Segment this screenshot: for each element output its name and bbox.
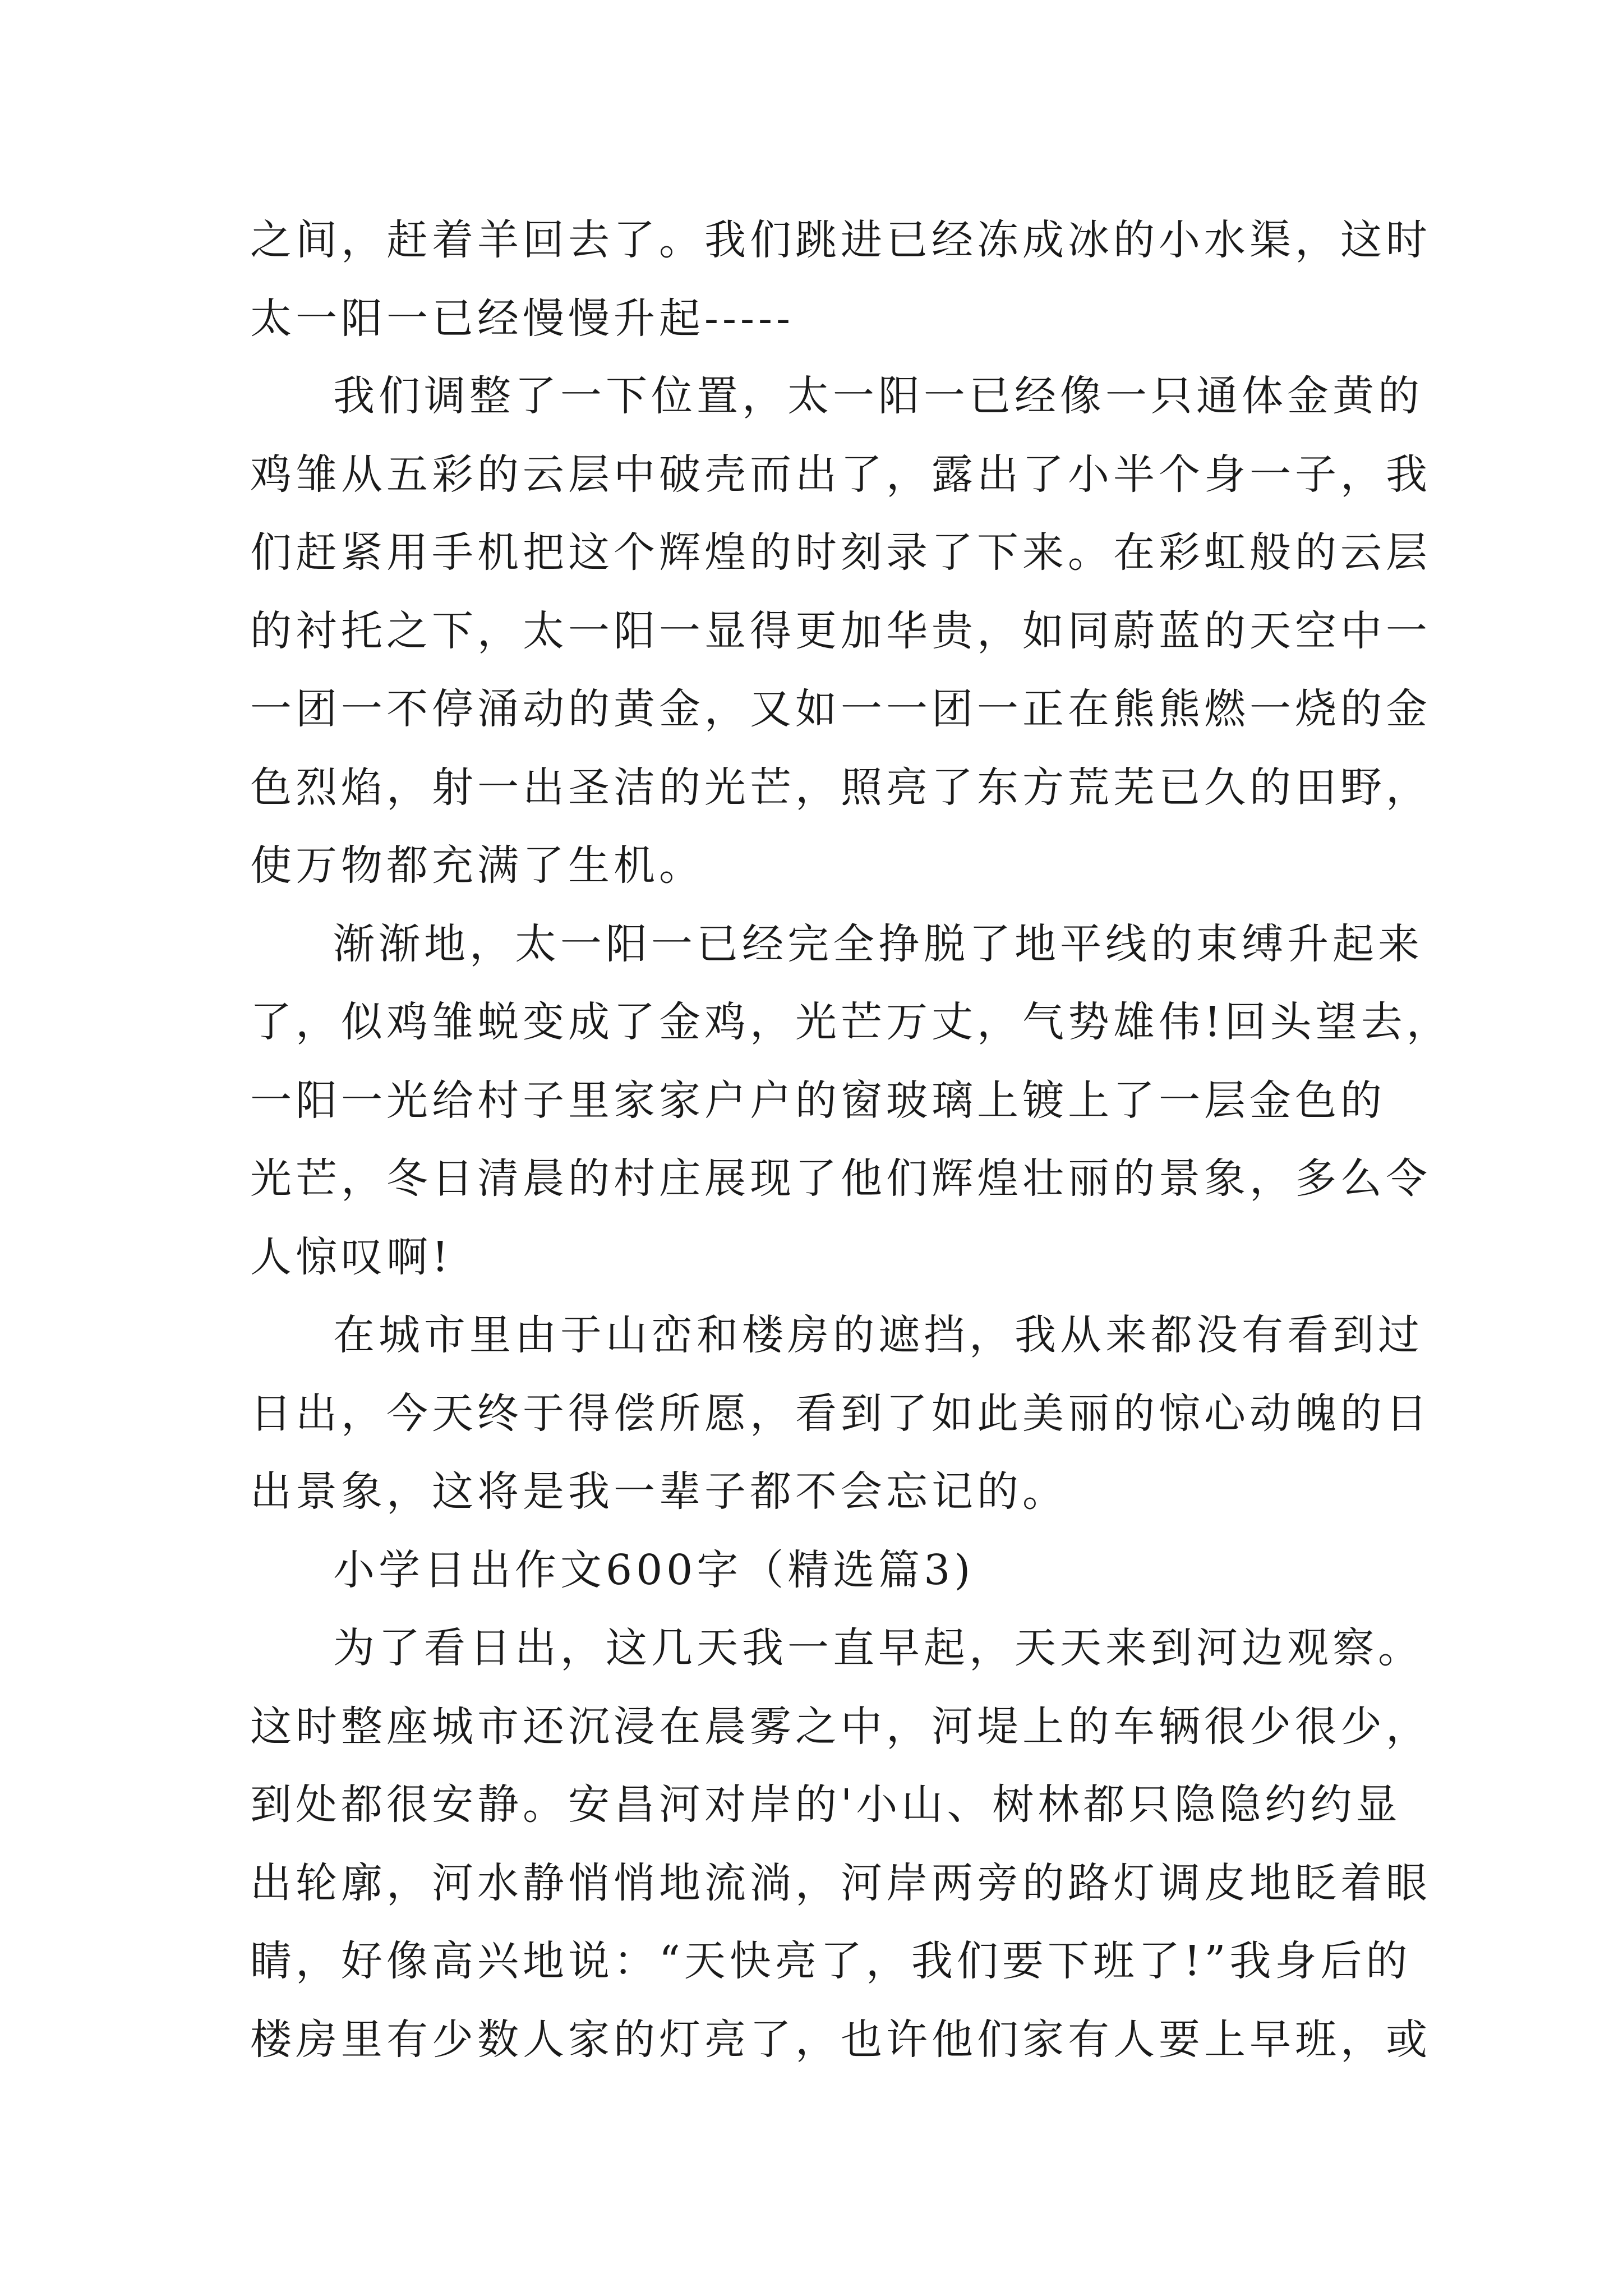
text-line: 使万物都充满了生机。 <box>250 841 704 890</box>
text-line: 色烈焰，射一出圣洁的光芒，照亮了东方荒芜已久的田野， <box>250 763 1431 812</box>
text-line: 人惊叹啊! <box>250 1233 453 1281</box>
text-line: 太一阳一已经慢慢升起----- <box>250 295 795 343</box>
text-line: 一团一不停涌动的黄金，又如一一团一正在熊熊燃一烧的金 <box>250 685 1431 733</box>
text-line: 到处都很安静。安昌河对岸的'小山、树林都只隐隐约约显 <box>250 1780 1401 1829</box>
text-line: 们赶紧用手机把这个辉煌的时刻录了下来。在彩虹般的云层 <box>250 528 1431 577</box>
text-line: 楼房里有少数人家的灯亮了，也许他们家有人要上早班，或 <box>250 2016 1431 2064</box>
paragraph-start: 在城市里由于山峦和楼房的遮挡，我从来都没有看到过 <box>333 1311 1423 1359</box>
section-heading: 小学日出作文600字（精选篇3) <box>333 1546 975 1594</box>
text-line: 的衬托之下，太一阳一显得更加华贵，如同蔚蓝的天空中一 <box>250 607 1431 655</box>
paragraph-start: 渐渐地，太一阳一已经完全挣脱了地平线的束缚升起来 <box>333 920 1423 968</box>
text-line: 日出，今天终于得偿所愿，看到了如此美丽的惊心动魄的日 <box>250 1389 1431 1438</box>
text-line: 这时整座城市还沉浸在晨雾之中，河堤上的车辆很少很少， <box>250 1703 1431 1751</box>
text-line: 鸡雏从五彩的云层中破壳而出了，露出了小半个身一子，我 <box>250 450 1431 499</box>
text-line: 出景象，这将是我一辈子都不会忘记的。 <box>250 1467 1068 1516</box>
text-line: 睛，好像高兴地说：“天快亮了，我们要下班了!”我身后的 <box>250 1937 1412 1985</box>
text-line: 一阳一光给村子里家家户户的窗玻璃上镀上了一层金色的 <box>250 1076 1386 1125</box>
text-line: 了，似鸡雏蜕变成了金鸡，光芒万丈，气势雄伟!回头望去， <box>250 998 1452 1046</box>
paragraph-start: 我们调整了一下位置，太一阳一已经像一只通体金黄的 <box>333 372 1423 420</box>
text-line: 之间，赶着羊回去了。我们跳进已经冻成冰的小水渠，这时 <box>250 216 1431 264</box>
text-line: 光芒，冬日清晨的村庄展现了他们辉煌壮丽的景象，多么令 <box>250 1154 1431 1203</box>
paragraph-start: 为了看日出，这几天我一直早起，天天来到河边观察。 <box>333 1624 1423 1672</box>
text-line: 出轮廓，河水静悄悄地流淌，河岸两旁的路灯调皮地眨着眼 <box>250 1859 1431 1907</box>
